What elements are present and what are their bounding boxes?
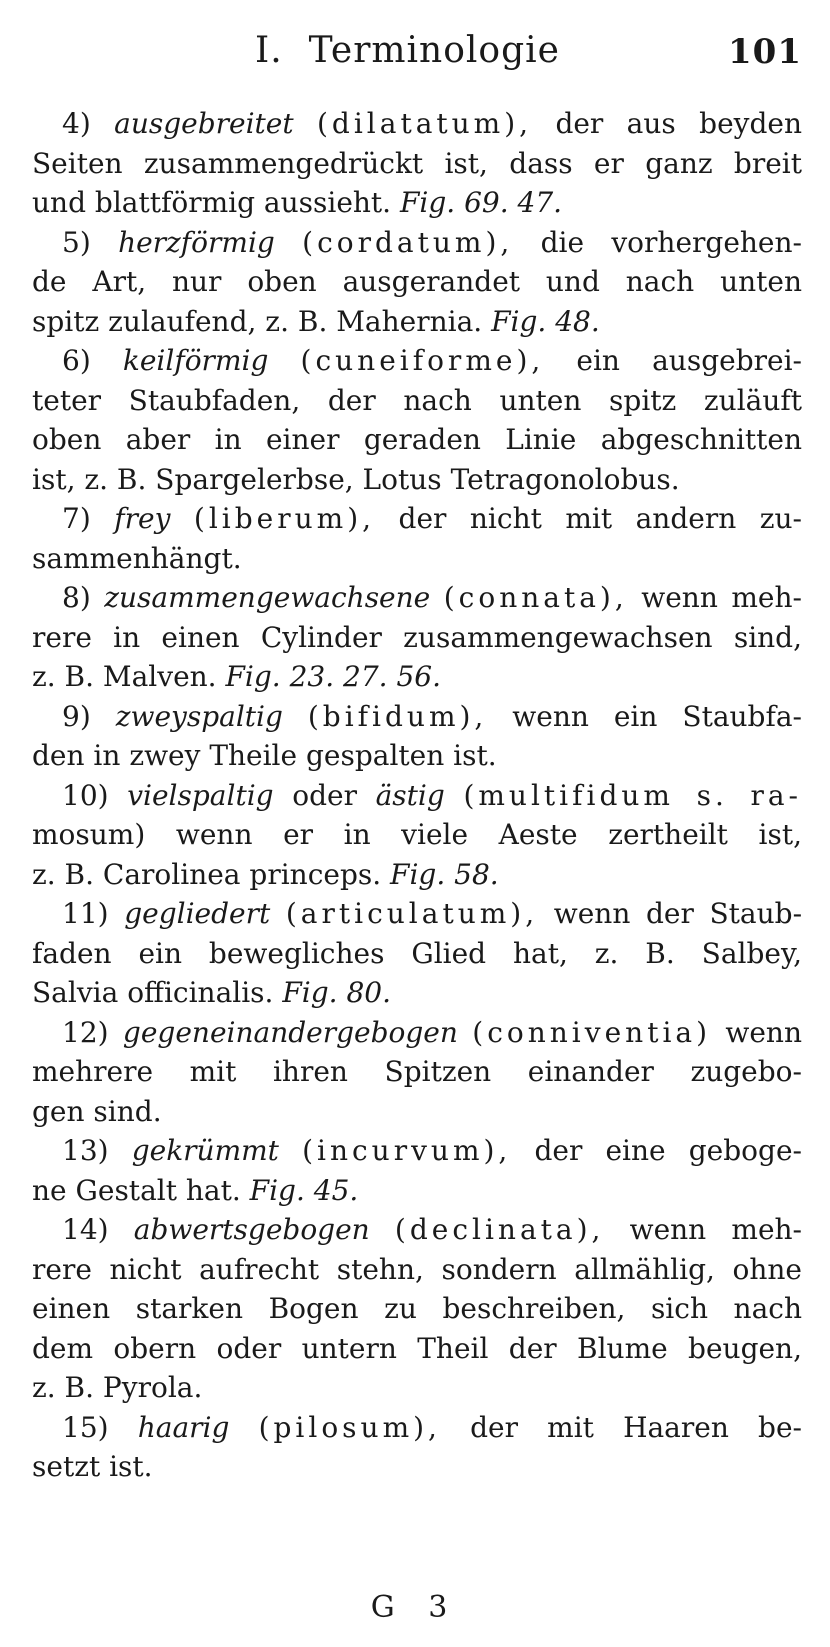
text-line <box>32 657 802 697</box>
term-entry <box>32 223 802 342</box>
entry-text: den in zwey Theile gespalten ist. <box>32 739 497 772</box>
running-header <box>0 30 830 80</box>
page-footer <box>0 1590 830 1625</box>
term-entry <box>32 776 802 895</box>
latin-name: (bifidum), <box>307 699 488 733</box>
latin-name: (dilatatum), <box>317 107 533 140</box>
entry-number: 11) <box>62 897 109 930</box>
text-line <box>32 1250 802 1290</box>
entry-text: der nicht mit andern zu- <box>398 502 802 535</box>
text-line <box>32 341 802 381</box>
text-line <box>32 1013 802 1053</box>
entry-number: 13) <box>62 1134 109 1167</box>
text-line <box>32 1171 802 1211</box>
entry-text: Salvia officinalis. <box>32 976 274 1009</box>
entry-text: einen starken Bogen zu beschreiben, sich nach <box>32 1292 802 1325</box>
entry-text: teter Staubfaden, der nach unten spitz zuläuft <box>32 383 802 417</box>
text-line <box>32 539 802 579</box>
entry-number: 14) <box>62 1213 109 1246</box>
chapter-title: Terminologie <box>308 30 560 71</box>
entry-text: Seiten zusammengedrückt ist, dass er ganz breit <box>32 146 802 180</box>
text-line <box>32 855 802 895</box>
entry-text: die vorhergehen- <box>540 225 802 259</box>
text-line <box>32 144 802 184</box>
entry-text: spitz zulaufend, z. B. Mahernia. <box>32 304 483 338</box>
text-line <box>32 1408 802 1448</box>
term-name: abwertsgebogen <box>133 1213 370 1246</box>
text-line <box>32 1289 802 1329</box>
entry-text: rere nicht aufrecht stehn, sondern allmählig, ohne <box>32 1252 802 1286</box>
figure-reference: Fig. 80. <box>282 976 391 1009</box>
entry-number: 4) <box>62 107 91 140</box>
text-line <box>32 183 802 223</box>
term-name: ausgebreitet <box>114 107 294 140</box>
term-name: haarig <box>137 1410 230 1444</box>
entry-text: z. B. Malven. <box>32 660 217 693</box>
latin-name: (declinata), <box>394 1213 605 1246</box>
text-line <box>32 302 802 342</box>
term-entry <box>32 499 802 578</box>
term-entry <box>32 1210 802 1408</box>
latin-name: (articulatum), <box>285 897 539 930</box>
latin-name: (cuneiforme), <box>300 344 545 377</box>
entry-text: wenn meh- <box>629 1213 803 1246</box>
entry-text: mosum) wenn er in viele Aeste zertheilt ist, <box>32 818 802 851</box>
entry-number: 6) <box>62 344 91 377</box>
term-name: vielspaltig <box>127 778 274 812</box>
text-line <box>32 1210 802 1250</box>
term-entry <box>32 1131 802 1210</box>
entry-text: und blattförmig aussieht. <box>32 186 392 219</box>
text-line <box>32 973 802 1013</box>
entry-text: der aus beyden <box>555 107 802 140</box>
entry-text: gen sind. <box>32 1094 162 1128</box>
latin-name: (conniventia) <box>472 1015 712 1049</box>
figure-reference: Fig. 45. <box>249 1173 359 1207</box>
text-line <box>32 1447 802 1487</box>
entry-number: 5) <box>62 225 91 259</box>
latin-name: (cordatum), <box>302 225 514 259</box>
entry-text: z. B. Carolinea princeps. <box>32 857 382 891</box>
entry-text: z. B. Pyrola. <box>32 1371 203 1404</box>
term-name: keilförmig <box>122 344 269 377</box>
entry-text: wenn <box>725 1015 802 1049</box>
term-entry <box>32 1013 802 1132</box>
entry-text: mehrere mit ihren Spitzen einander zugebo- <box>32 1055 802 1088</box>
term-entry <box>32 578 802 697</box>
entry-text: wenn der Staub- <box>553 897 803 930</box>
term-name-alt: ästig <box>375 778 445 812</box>
latin-name: (incurvum), <box>302 1134 512 1167</box>
text-line <box>32 420 802 460</box>
entry-text: de Art, nur oben ausgerandet und nach unten <box>32 265 802 298</box>
term-entry <box>32 104 802 223</box>
figure-reference: Fig. 48. <box>491 304 600 338</box>
entry-text: wenn ein Staubfa- <box>512 699 802 733</box>
entry-text: oder <box>292 778 357 812</box>
signature-mark: G 3 <box>370 1590 460 1625</box>
text-line <box>32 736 802 776</box>
text-line <box>32 262 802 302</box>
entry-text: faden ein bewegliches Glied hat, z. B. Salbey, <box>32 936 802 970</box>
entry-text: rere in einen Cylinder zusammengewachsen sind, <box>32 620 802 654</box>
text-line <box>32 381 802 421</box>
text-line <box>32 934 802 974</box>
entry-text: setzt ist. <box>32 1450 153 1483</box>
text-line <box>32 1092 802 1132</box>
entry-number: 15) <box>62 1410 109 1444</box>
entry-text: dem obern oder untern Theil der Blume beugen, <box>32 1331 802 1365</box>
entry-text: oben aber in einer geraden Linie abgeschnitten <box>32 423 802 456</box>
latin-name: (pilosum), <box>258 1410 441 1444</box>
page-number: 101 <box>728 32 802 72</box>
term-name: zweyspaltig <box>115 699 283 733</box>
latin-name: (multifidum s. ra- <box>463 778 803 812</box>
text-line <box>32 460 802 500</box>
text-line <box>32 578 802 618</box>
text-line <box>32 1131 802 1171</box>
text-line <box>32 776 802 816</box>
text-line <box>32 1368 802 1408</box>
entry-number: 10) <box>62 778 109 812</box>
figure-reference: Fig. 23. 27. 56. <box>225 660 441 693</box>
entry-text: sammenhängt. <box>32 541 242 575</box>
entry-text: ne Gestalt hat. <box>32 1173 241 1207</box>
text-line <box>32 1329 802 1369</box>
text-line <box>32 618 802 658</box>
entry-number: 7) <box>62 502 91 535</box>
entry-text: ein ausgebrei- <box>576 344 802 377</box>
chapter-number: I. <box>255 30 283 71</box>
latin-name: (liberum), <box>193 502 376 535</box>
text-line <box>32 1052 802 1092</box>
text-line <box>32 697 802 737</box>
term-entry <box>32 697 802 776</box>
entry-text: der eine geboge- <box>534 1134 802 1167</box>
text-line <box>32 223 802 263</box>
latin-name: (connata), <box>443 581 628 614</box>
chapter-heading <box>255 30 560 71</box>
entry-number: 12) <box>62 1015 109 1049</box>
figure-reference: Fig. 69. 47. <box>399 186 563 219</box>
term-name: herzförmig <box>118 225 275 259</box>
term-name: gegliedert <box>124 897 271 930</box>
text-line <box>32 894 802 934</box>
entry-text: der mit Haaren be- <box>470 1410 802 1444</box>
entry-number: 9) <box>62 699 91 733</box>
entry-number: 8) <box>62 581 91 614</box>
term-name: frey <box>114 502 171 535</box>
term-entry <box>32 894 802 1013</box>
term-name: gegeneinandergebogen <box>122 1015 458 1049</box>
term-entry <box>32 1408 802 1487</box>
entry-text: wenn meh- <box>641 581 802 614</box>
page-body <box>32 104 802 1487</box>
term-name: zusammengewachsene <box>104 581 431 614</box>
figure-reference: Fig. 58. <box>390 857 499 891</box>
text-line <box>32 499 802 539</box>
entry-text: ist, z. B. Spargelerbse, Lotus Tetragonolobus. <box>32 462 680 496</box>
text-line <box>32 815 802 855</box>
text-line <box>32 104 802 144</box>
term-entry <box>32 341 802 499</box>
term-name: gekrümmt <box>131 1134 279 1167</box>
